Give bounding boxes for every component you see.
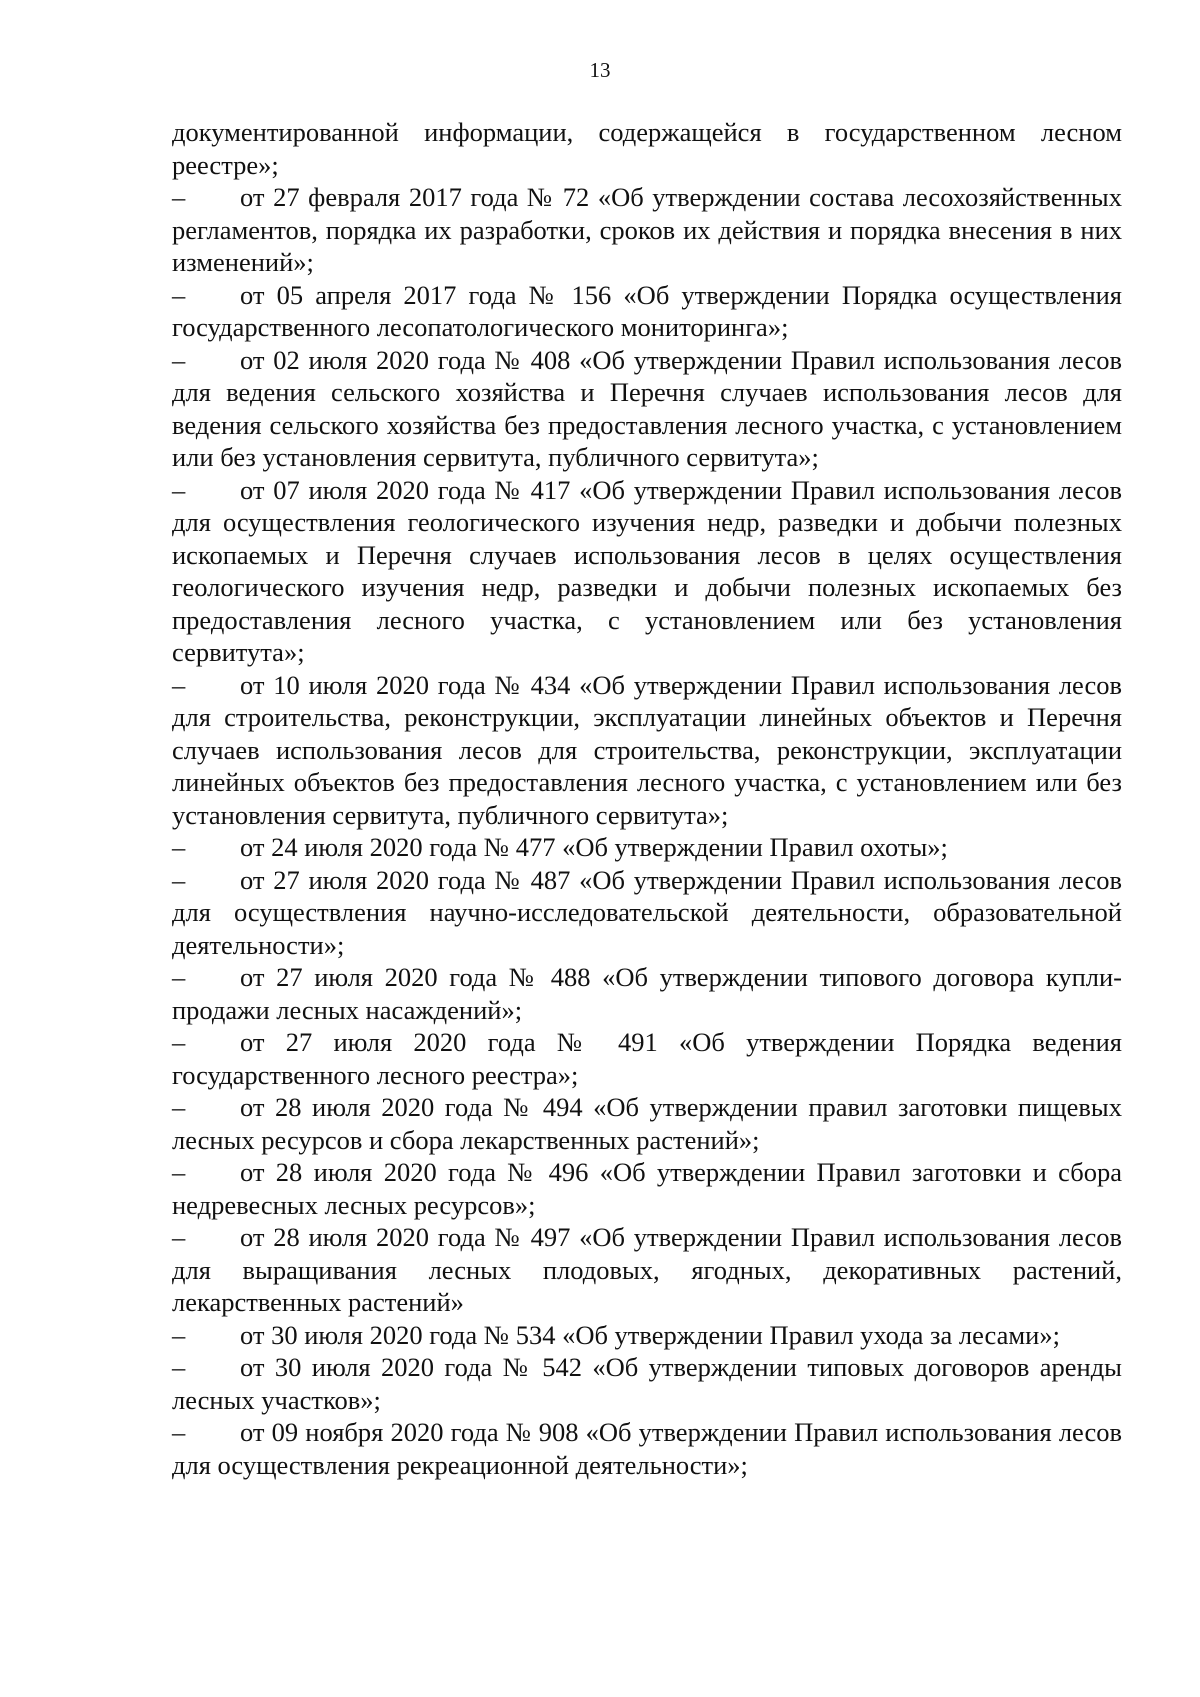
- list-dash: –: [172, 1319, 186, 1350]
- list-dash: –: [172, 344, 186, 375]
- list-item: [172, 864, 1122, 962]
- list-item: [172, 344, 1122, 474]
- list-dash: –: [172, 962, 186, 992]
- list-item-text: от 27 июля 2020 года № 491 «Об утверждении Порядка ведения государственного лесного реестра»;: [172, 1027, 1122, 1090]
- list-item-text: от 30 июля 2020 года № 534 «Об утверждении Правил ухода за лесами»;: [240, 1319, 1060, 1350]
- list-item: [172, 669, 1122, 832]
- list-item: [172, 961, 1122, 1026]
- list-dash: –: [172, 1417, 186, 1447]
- list-dash: –: [172, 864, 186, 895]
- list-item-text: от 02 июля 2020 года № 408 «Об утверждении Правил использования лесов для ведения сельского хозяйства и Перечня случаев использования лесов для ведения сельского хозяйства без предоставления лесного участка, с установлением или без установления сервитута, публичного сервитута»;: [172, 344, 1122, 472]
- list-dash: –: [172, 669, 186, 700]
- list-item-text: от 27 июля 2020 года № 487 «Об утверждении Правил использования лесов для осуществления научно-исследовательской деятельности, образовательной деятельности»;: [172, 864, 1122, 960]
- list-dash: –: [172, 182, 186, 212]
- list-item: [172, 831, 1122, 864]
- list-dash: –: [172, 1027, 186, 1057]
- list-dash: –: [172, 1352, 186, 1382]
- list-item: [172, 1351, 1122, 1416]
- list-item-text: от 30 июля 2020 года № 542 «Об утверждении типовых договоров аренды лесных участков»;: [172, 1352, 1122, 1415]
- list-item-text: от 24 июля 2020 года № 477 «Об утверждении Правил охоты»;: [240, 832, 948, 862]
- list-item: [172, 474, 1122, 669]
- list-dash: –: [172, 832, 186, 862]
- list-dash: –: [172, 1222, 186, 1252]
- lead-paragraph: документированной информации, содержащейся в государственном лесном реестре»;: [172, 117, 1122, 180]
- list-item-text: от 07 июля 2020 года № 417 «Об утверждении Правил использования лесов для осуществления геологического изучения недр, разведки и добычи полезных ископаемых и Перечня случаев использования лесов в целях осуществления геологического изучения недр, разведки и добычи полезных ископаемых без предоставления лесного участка, с установлением или без установления сервитута»;: [172, 474, 1122, 667]
- list-dash: –: [172, 474, 186, 505]
- list-item: [172, 1026, 1122, 1091]
- list-item-text: от 28 июля 2020 года № 496 «Об утверждении Правил заготовки и сбора недревесных лесных ресурсов»;: [172, 1157, 1122, 1220]
- list-item: [172, 279, 1122, 344]
- list-item: [172, 1319, 1122, 1352]
- list-item: [172, 1221, 1122, 1319]
- list-item-text: от 28 июля 2020 года № 494 «Об утверждении правил заготовки пищевых лесных ресурсов и сбора лекарственных растений»;: [172, 1092, 1122, 1155]
- list-item: [172, 1156, 1122, 1221]
- list-dash: –: [172, 1157, 186, 1187]
- page-number: 13: [589, 58, 611, 82]
- list-item-text: от 09 ноября 2020 года № 908 «Об утверждении Правил использования лесов для осуществления рекреационной деятельности»;: [172, 1417, 1122, 1480]
- list-dash: –: [172, 279, 186, 310]
- list-item-text: от 27 февраля 2017 года № 72 «Об утверждении состава лесохозяйственных регламентов, порядка их разработки, сроков их действия и порядка внесения в них изменений»;: [172, 182, 1122, 277]
- list-dash: –: [172, 1092, 186, 1122]
- list-item-text: от 27 июля 2020 года № 488 «Об утверждении типового договора купли-продажи лесных насаждений»;: [172, 962, 1122, 1025]
- list-item-text: от 10 июля 2020 года № 434 «Об утверждении Правил использования лесов для строительства, реконструкции, эксплуатации линейных объектов и Перечня случаев использования лесов для строительства, реконструкции, эксплуатации линейных объектов без предоставления лесного участка, с установлением или без установления сервитута, публичного сервитута»;: [172, 669, 1122, 830]
- document-body: [172, 116, 1122, 1481]
- list-item: [172, 1416, 1122, 1481]
- list-item: [172, 181, 1122, 279]
- list-item-text: от 05 апреля 2017 года № 156 «Об утверждении Порядка осуществления государственного лесопатологического мониторинга»;: [172, 279, 1122, 342]
- list-item: [172, 1091, 1122, 1156]
- list-item-text: от 28 июля 2020 года № 497 «Об утверждении Правил использования лесов для выращивания лесных плодовых, ягодных, декоративных растений, лекарственных растений»: [172, 1222, 1122, 1317]
